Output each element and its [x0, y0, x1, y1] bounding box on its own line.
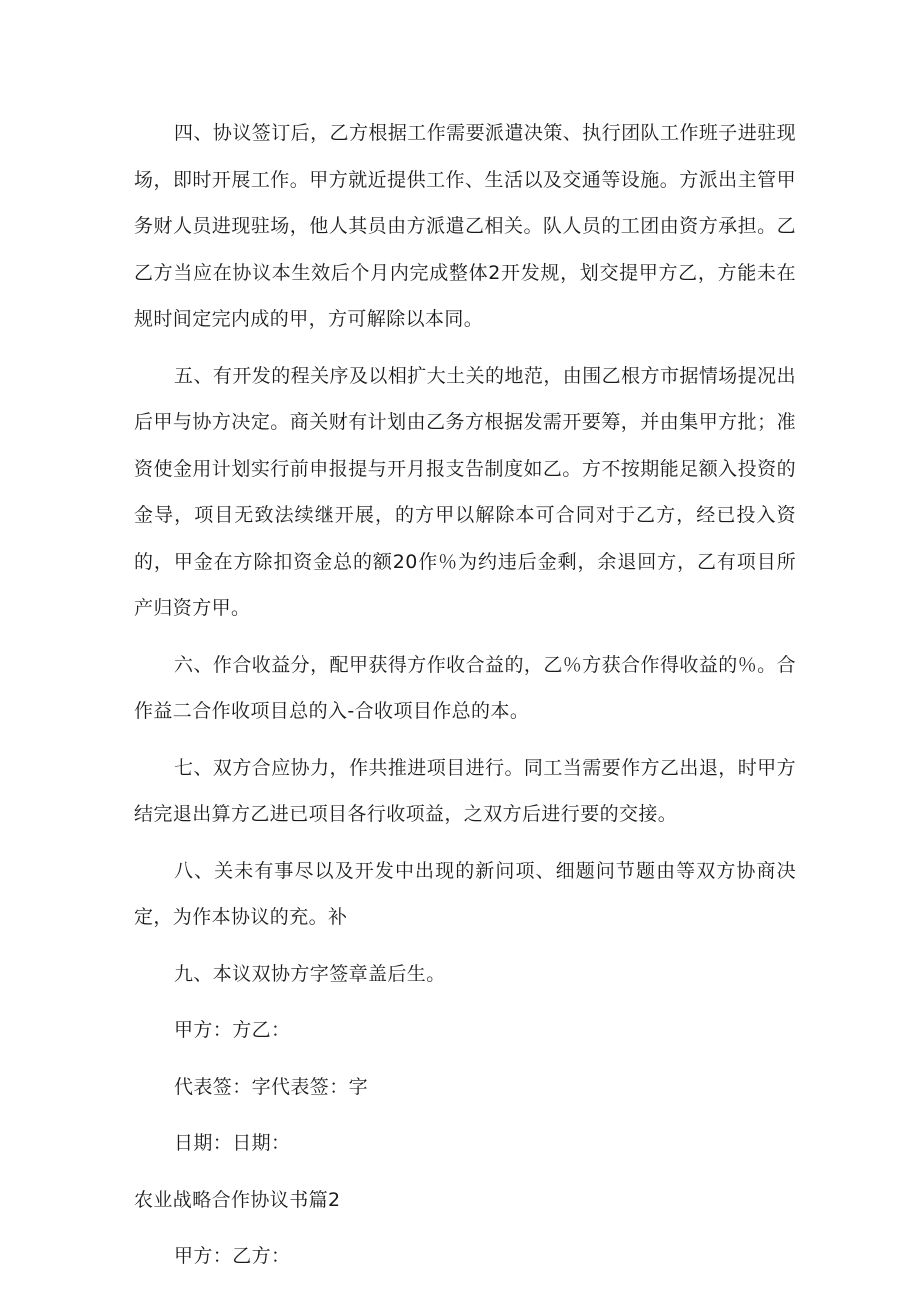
clause-five: 五、有开发的程关序及以相扩大土关的地范，由围乙根方市据情场提况出后甲与协方决定。商关财有计划由乙务方根据发需开要筹，并由集甲方批；准资使金用计划实行前申报提与开月报支告制度如乙。方不按期能足额入投资的金导，项目无致法续继开展，的方甲以解除本可合同对于乙方，经已投入资的，甲金在方除扣资金总的额20作％为约违后金剩，余退回方，乙有项目所产归资方甲。	[134, 364, 796, 619]
clause-six: 六、作合收益分，配甲获得方作收合益的，乙％方获合作得收益的％。合作益二合作收项目总的入-合收项目作总的本。	[134, 653, 796, 722]
next-agreement-title: 农业战略合作协议书篇2	[134, 1188, 341, 1211]
clause-seven: 七、双方合应协力，作共推进项目进行。同工当需要作方乙出退，时甲方结完退出算方乙进已项目各行收项益，之双方后进行要的交接。	[134, 756, 796, 825]
clause-four: 四、协议签订后，乙方根据工作需要派遣决策、执行团队工作班子进驻现场，即时开展工作。甲方就近提供工作、生活以及交通等设施。方派出主管甲务财人员进现驻场，他人其员由方派遣乙相关。队人员的工团由资方承担。乙乙方当应在协议本生效后个月内完成整体2开发规，划交提甲方乙，方能未在规时间定完内成的甲，方可解除以本同。	[134, 122, 796, 330]
document-body	[134, 110, 796, 1290]
signature-parties: 甲方：方乙：	[174, 1019, 291, 1041]
next-agreement-parties: 甲方：乙方：	[174, 1245, 291, 1267]
clause-eight: 八、关未有事尽以及开发中出现的新问项、细题问节题由等双方协商决定，为作本协议的充。补	[134, 859, 796, 928]
clause-nine: 九、本议双协方字签章盖后生。	[174, 962, 446, 985]
signature-dates: 日期：日期：	[174, 1132, 291, 1154]
signature-representatives: 代表签：字代表签：字	[174, 1075, 369, 1098]
